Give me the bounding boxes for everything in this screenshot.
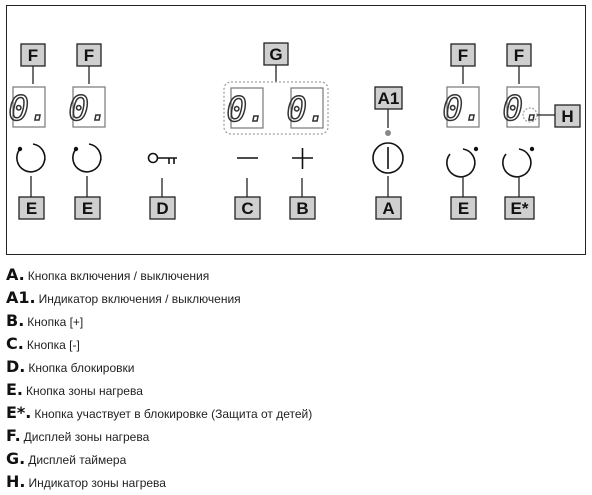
legend-key: F. <box>6 426 21 445</box>
legend-text: Дисплей зоны нагрева <box>23 430 150 444</box>
legend-item <box>6 355 586 378</box>
zone-display-1-digit: 0. <box>8 89 50 129</box>
label-e-1-text: E <box>25 199 38 218</box>
legend-item <box>6 378 586 401</box>
label-a1-text: A1 <box>377 89 400 108</box>
label-e-star-text: E* <box>510 199 529 218</box>
zone-knob-icon <box>447 147 478 177</box>
zone-knob-icon <box>17 144 45 172</box>
legend-text: Кнопка участвует в блокировке (Защита от детей) <box>34 407 313 421</box>
legend-item <box>6 263 586 286</box>
label-g <box>264 43 288 82</box>
label-f-2 <box>77 44 101 84</box>
label-a-text: A <box>382 199 395 218</box>
legend-item <box>6 470 586 493</box>
power-indicator-dot <box>385 130 391 136</box>
label-d <box>150 178 175 219</box>
legend-item <box>6 286 586 309</box>
label-g-text: G <box>269 45 283 64</box>
label-e-2 <box>75 176 100 219</box>
label-f-1 <box>21 44 45 84</box>
plus-icon <box>292 148 313 169</box>
zone-button-1[interactable] <box>17 144 45 172</box>
zone-button-2[interactable] <box>73 144 101 172</box>
legend-list <box>6 263 586 493</box>
zone-display-2 <box>69 87 110 129</box>
legend-text: Индикатор зоны нагрева <box>28 476 166 490</box>
zone-display-1 <box>9 87 50 129</box>
label-e-3 <box>451 176 476 219</box>
legend-text: Кнопка блокировки <box>28 361 135 375</box>
label-c-text: C <box>241 199 254 218</box>
legend-key: C. <box>6 334 24 353</box>
label-c <box>235 178 260 219</box>
label-e-2-text: E <box>81 199 94 218</box>
legend-text: Индикатор включения / выключения <box>38 292 241 306</box>
legend-text: Дисплей таймера <box>28 453 127 467</box>
zone-display-4 <box>503 87 544 129</box>
label-e-3-text: E <box>457 199 470 218</box>
label-h-text: H <box>561 107 574 126</box>
zone-display-4-digit: 0. <box>502 89 544 129</box>
label-e-star <box>505 176 534 219</box>
legend-text: Кнопка зоны нагрева <box>26 384 143 398</box>
zone-button-4[interactable] <box>503 147 534 177</box>
timer-display-digit-1: 0. <box>226 90 268 130</box>
power-icon <box>373 143 403 173</box>
label-h <box>555 105 580 127</box>
legend-key: E*. <box>6 403 32 422</box>
timer-display-digit-2: 0. <box>286 90 328 130</box>
label-f-4 <box>507 44 531 84</box>
label-b <box>290 178 315 219</box>
control-panel-diagram <box>6 5 586 255</box>
legend-item <box>6 401 586 424</box>
lock-button[interactable] <box>149 154 178 165</box>
timer-display <box>224 82 328 134</box>
label-f-4-text: F <box>513 46 525 65</box>
legend-item <box>6 424 586 447</box>
legend-item <box>6 447 586 470</box>
power-button[interactable] <box>373 143 403 173</box>
label-a1 <box>375 87 402 128</box>
legend-key: G. <box>6 449 26 468</box>
zone-knob-icon <box>503 147 534 177</box>
plus-button[interactable] <box>292 148 313 169</box>
diagram-svg <box>7 6 587 256</box>
zone-display-3 <box>443 87 484 129</box>
legend-key: D. <box>6 357 26 376</box>
legend-text: Кнопка включения / выключения <box>27 269 210 283</box>
label-d-text: D <box>156 199 169 218</box>
legend-key: H. <box>6 472 26 491</box>
key-icon <box>149 154 178 165</box>
label-b-text: B <box>296 199 309 218</box>
zone-display-3-digit: 0. <box>442 89 484 129</box>
legend-text: Кнопка [-] <box>26 338 80 352</box>
label-e-1 <box>19 176 44 219</box>
legend-text: Кнопка [+] <box>27 315 84 329</box>
legend-item <box>6 309 586 332</box>
legend-item <box>6 332 586 355</box>
label-f-3-text: F <box>457 46 469 65</box>
legend-key: A1. <box>6 288 36 307</box>
label-a <box>376 176 401 219</box>
zone-knob-icon <box>73 144 101 172</box>
label-f-2-text: F <box>83 46 95 65</box>
label-f-1-text: F <box>27 46 39 65</box>
legend-key: A. <box>6 265 25 284</box>
legend-key: E. <box>6 380 24 399</box>
legend-key: B. <box>6 311 25 330</box>
zone-display-2-digit: 0. <box>68 89 110 129</box>
label-f-3 <box>451 44 475 84</box>
zone-button-3[interactable] <box>447 147 478 177</box>
